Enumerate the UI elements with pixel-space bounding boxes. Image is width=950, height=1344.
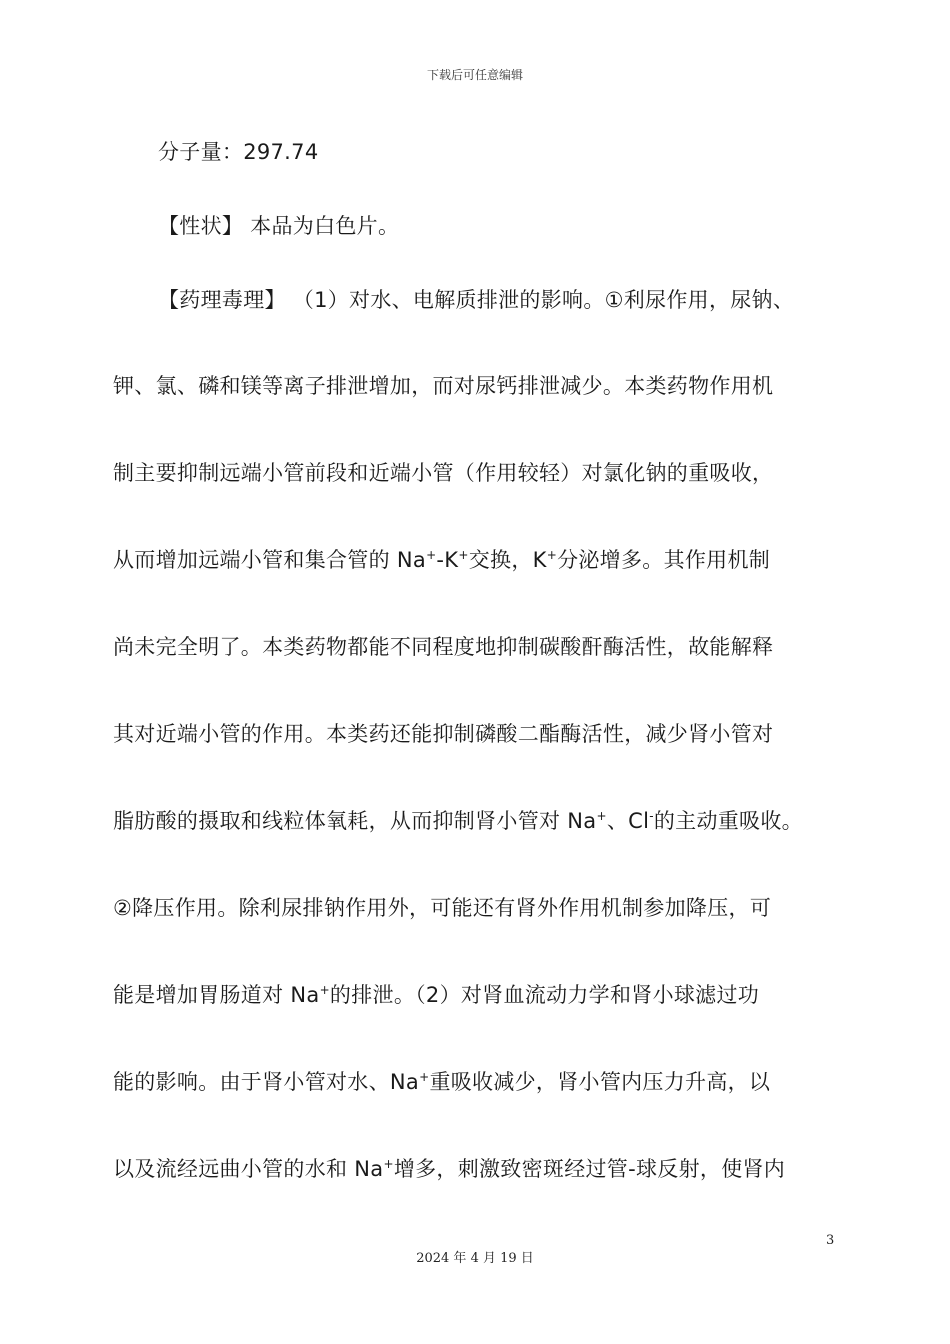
body-text: 分泌增多。其作用机制 — [557, 548, 771, 572]
body-line: 制主要抑制远端小管前段和近端小管（作用较轻）对氯化钠的重吸收， — [113, 461, 774, 485]
pharmacology-heading-line: 【药理毒理】 （1）对水、电解质排泄的影响。①利尿作用，尿钠、 — [158, 288, 795, 312]
body-text: 交换，K — [468, 548, 547, 572]
body-text: 能的影响。由于肾小管对水、Na — [113, 1070, 420, 1094]
superscript: + — [319, 983, 330, 997]
appearance-line: 【性状】 本品为白色片。 — [158, 214, 400, 238]
body-text: 重吸收减少，肾小管内压力升高，以 — [429, 1070, 771, 1094]
page-header: 下载后可任意编辑 — [426, 68, 523, 82]
body-text: 以及流经远曲小管的水和 Na — [113, 1157, 384, 1181]
body-text: 从而增加远端小管和集合管的 Na — [113, 548, 427, 572]
body-line — [113, 1153, 785, 1183]
body-text: 、Cl — [606, 809, 650, 833]
body-line: ②降压作用。除利尿排钠作用外，可能还有肾外作用机制参加降压，可 — [113, 896, 772, 920]
body-line: 钾、氯、磷和镁等离子排泄增加，而对尿钙排泄减少。本类药物作用机 — [113, 374, 774, 398]
body-line: 其对近端小管的作用。本类药还能抑制磷酸二酯酶活性，减少肾小管对 — [113, 722, 774, 746]
superscript: + — [596, 809, 607, 823]
body-text: -K — [436, 548, 459, 572]
footer-date: 2024 年 4 月 19 日 — [416, 1251, 534, 1266]
body-line — [113, 805, 803, 835]
body-line — [113, 979, 759, 1009]
body-text: 的排泄。（2）对肾血流动力学和肾小球滤过功 — [329, 983, 760, 1007]
superscript: + — [383, 1157, 394, 1171]
body-line: 尚未完全明了。本类药物都能不同程度地抑制碳酸酐酶活性，故能解释 — [113, 635, 774, 659]
body-line — [113, 1066, 770, 1096]
superscript: + — [546, 548, 558, 562]
body-text: 能是增加胃肠道对 Na — [113, 983, 320, 1007]
superscript: - — [649, 809, 654, 823]
body-line — [113, 544, 770, 574]
molecular-weight-line: 分子量：297.74 — [158, 140, 319, 164]
superscript: + — [458, 548, 469, 562]
body-text: 增多，刺激致密斑经过管-球反射，使肾内 — [393, 1157, 786, 1181]
body-text: 脂肪酸的摄取和线粒体氧耗，从而抑制肾小管对 Na — [113, 809, 597, 833]
body-text: 的主动重吸收。 — [653, 809, 803, 833]
superscript: + — [426, 548, 437, 562]
page-number: 3 — [826, 1233, 835, 1248]
superscript: + — [419, 1070, 430, 1084]
